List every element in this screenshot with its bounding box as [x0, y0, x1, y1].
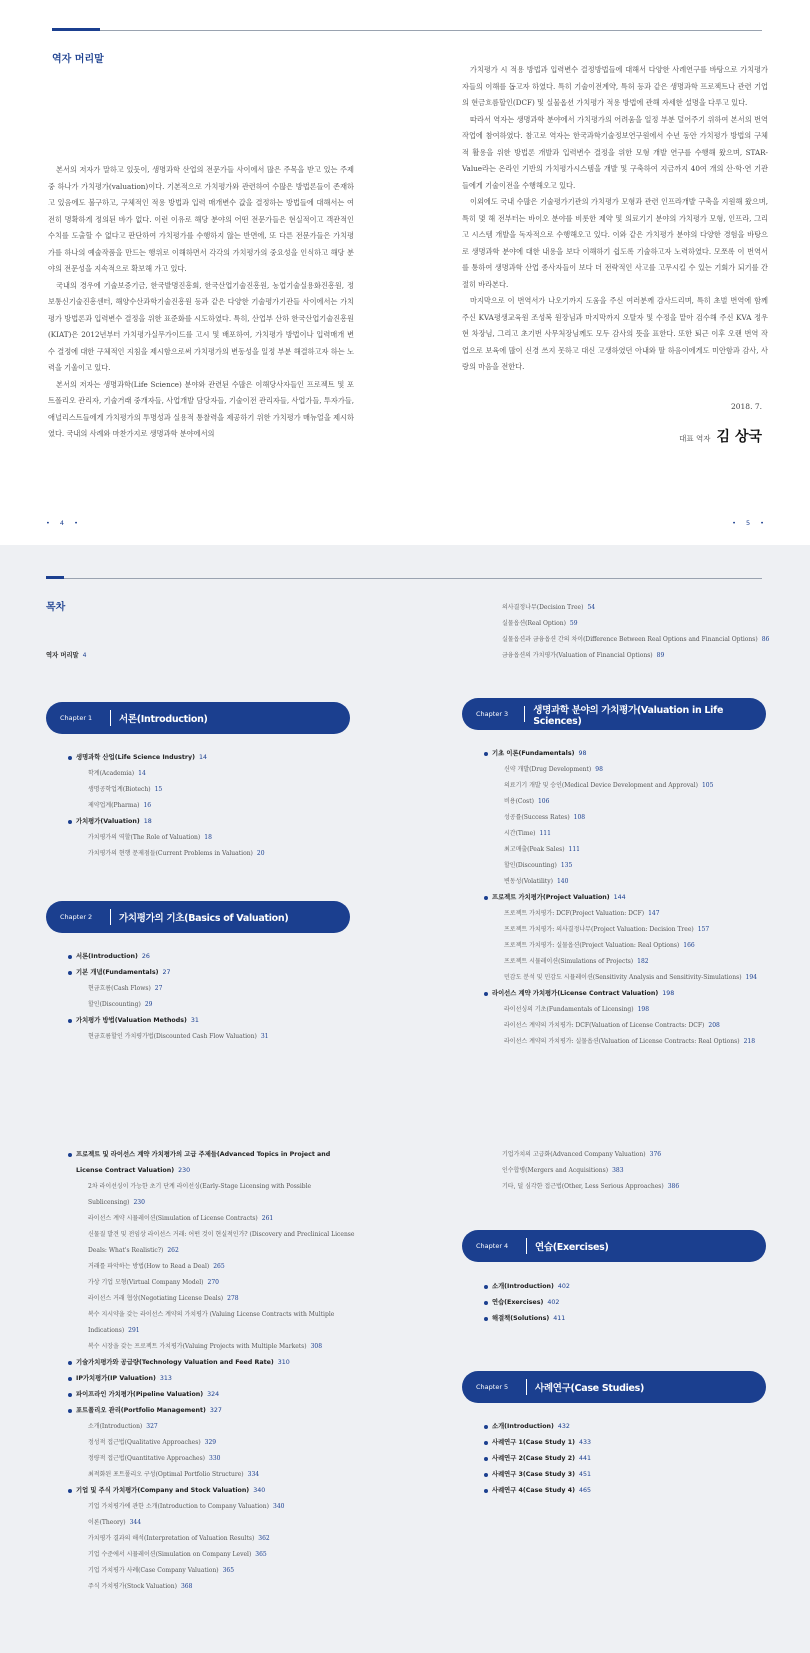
toc-section-entry[interactable]	[76, 1147, 358, 1179]
toc-entry-page: 4	[82, 652, 87, 659]
toc-subsection-entry[interactable]	[76, 1563, 358, 1579]
toc-entry-page: 194	[745, 974, 757, 981]
page-number-right: • 5 •	[732, 519, 768, 527]
chapter-title: 생명과학 분야의 가치평가(Valuation in Life Sciences)	[533, 704, 724, 727]
chapter-3-banner[interactable]	[462, 698, 766, 730]
chapter-2-banner[interactable]	[46, 901, 350, 933]
toc-entry-label: 의사결정나무(Decision Tree)	[502, 604, 584, 611]
toc-subsection-entry[interactable]	[492, 1034, 784, 1050]
toc-subsection-entry[interactable]	[490, 648, 780, 664]
toc-entry-page: 98	[595, 766, 603, 773]
toc-entry-label: 기업 가치평가에 관한 소개(Introduction to Company Valuation)	[88, 1503, 269, 1510]
toc-entry-page: 140	[556, 878, 569, 885]
toc-subsection-entry[interactable]	[492, 954, 784, 970]
toc-entry-page: 310	[277, 1359, 290, 1366]
toc-entry-label: 사례연구 1(Case Study 1)	[492, 1439, 575, 1446]
toc-entry-page: 330	[209, 1455, 221, 1462]
preface-right-column	[462, 62, 768, 376]
preface-title: 역자 머리말	[52, 54, 104, 65]
toc-section-entry[interactable]	[492, 890, 784, 906]
toc-entry-label: 금융옵션의 가치평가(Valuation of Financial Options)	[502, 652, 653, 659]
toc-entry-page: 451	[578, 1471, 591, 1478]
toc-entry-page: 327	[146, 1423, 158, 1430]
toc-entry-label: 실물옵션과 금융옵션 간의 차이(Difference Between Real Options and Financial Options)	[502, 636, 758, 643]
toc-entry-label: 현금흐름할인 가치평가법(Discounted Cash Flow Valuation)	[88, 1033, 257, 1040]
toc-entry-label: 라이선스 거래 협상(Negotiating License Deals)	[88, 1295, 224, 1302]
toc-entry-page: 14	[198, 754, 207, 761]
toc-subsection-entry[interactable]	[76, 1419, 358, 1435]
toc-subsection-entry[interactable]	[76, 830, 356, 846]
toc-entry-page: 111	[568, 846, 580, 853]
toc-entry-label: 거래를 파악하는 방법(How to Read a Deal)	[88, 1263, 210, 1270]
toc-entry-page: 15	[154, 786, 163, 793]
toc-entry-page: 365	[255, 1551, 267, 1558]
chapter-number: Chapter 5	[476, 1383, 509, 1391]
toc-entry-label: 포트폴리오 관리(Portfolio Management)	[76, 1407, 206, 1414]
toc-section-entry[interactable]	[492, 1467, 772, 1483]
advanced-topics-entries	[76, 1147, 358, 1595]
toc-entry-label: 최고매출(Peak Sales)	[504, 846, 565, 853]
toc-subsection-entry[interactable]	[76, 1179, 358, 1211]
preface-paragraph: 따라서 역자는 생명과학 분야에서 가치평가의 어려움을 일정 부분 덜어주기 위하여 본서의 번역 작업에 참여하였다. 참고로 역자는 한국과학기술정보연구원에서 수년 동안 가치평가 방법의 구체적 활용을 위한 방법론 개발과 입력변수 결정을 위한 모형 개발 연구를 수행해 왔으며, STAR-Value라는 온라인 기반의 가치평가시스템을 개발 및 구축하여 지금까지 40여 개의 산·학·연 기관들에게 기술이전을 수행해오고 있다.	[462, 114, 768, 190]
toc-subsection-entry[interactable]	[492, 970, 784, 986]
toc-entry-label: 가치평가 방법(Valuation Methods)	[76, 1017, 187, 1024]
toc-subsection-entry[interactable]	[492, 842, 784, 858]
toc-subsection-entry[interactable]	[76, 1467, 358, 1483]
toc-entry-page: 261	[261, 1215, 274, 1222]
toc-entry-page: 327	[209, 1407, 222, 1414]
toc-entry-label: 의료기기 개발 및 승인(Medical Device Development and Approval)	[504, 782, 698, 789]
toc-subsection-entry[interactable]	[492, 1002, 784, 1018]
toc-entry-label: 가상 기업 모형(Virtual Company Model)	[88, 1279, 204, 1286]
toc-entry-page: 368	[180, 1583, 193, 1590]
chapter-number: Chapter 4	[476, 1242, 509, 1250]
toc-entry-page: 340	[273, 1503, 285, 1510]
toc-entry-label: 가치평가의 역할(The Role of Valuation)	[88, 834, 201, 841]
toc-subsection-entry[interactable]	[492, 858, 784, 874]
chapter-title: 연습(Exercises)	[535, 1242, 609, 1253]
toc-section-entry[interactable]	[76, 949, 356, 965]
toc-entry-page: 383	[612, 1167, 624, 1174]
toc-entry-page: 16	[143, 802, 152, 809]
toc-entry-page: 31	[260, 1033, 269, 1040]
toc-entry-page: 386	[667, 1183, 680, 1190]
toc-entry-page: 20	[256, 850, 265, 857]
toc-section-entry[interactable]	[76, 750, 356, 766]
toc-entry-label: 프로젝트 가치평가: 실물옵션(Project Valuation: Real Options)	[504, 942, 680, 949]
preface-spread	[0, 0, 810, 545]
toc-entry-page: 98	[578, 750, 587, 757]
toc-entry-page: 208	[708, 1022, 720, 1029]
toc-section-entry[interactable]	[76, 814, 356, 830]
toc-entry-label: 신약 개발(Drug Development)	[504, 766, 592, 773]
page-number-left: • 4 •	[46, 519, 82, 527]
preface-date: 2018. 7.	[730, 402, 762, 411]
toc-entry-label: 생명과학 산업(Life Science Industry)	[76, 754, 195, 761]
toc-title: 목차	[46, 602, 66, 613]
toc-subsection-entry[interactable]	[76, 798, 356, 814]
toc-entry-page: 147	[648, 910, 660, 917]
chapter-2-entries	[76, 949, 356, 1045]
toc-entry-page: 27	[162, 969, 171, 976]
toc-entry-page: 465	[578, 1487, 591, 1494]
toc-entry-page: 59	[569, 620, 578, 627]
toc-subsection-entry[interactable]	[76, 1499, 358, 1515]
toc-entry-label: 소개(Introduction)	[492, 1283, 554, 1290]
toc-entry-page: 230	[133, 1199, 145, 1206]
toc-entry-page: 106	[537, 798, 550, 805]
chapter-4-entries	[492, 1279, 772, 1327]
toc-entry-label: 기업 및 주식 가치평가(Company and Stock Valuation)	[76, 1487, 250, 1494]
toc-entry-page: 262	[167, 1247, 179, 1254]
toc-entry-label: IP가치평가(IP Valuation)	[76, 1375, 156, 1382]
toc-subsection-entry[interactable]	[76, 1435, 358, 1451]
toc-entry-label: 라이선싱의 기초(Fundamentals of Licensing)	[504, 1006, 634, 1013]
toc-subsection-entry[interactable]	[492, 906, 784, 922]
toc-entry-page: 376	[649, 1151, 662, 1158]
chapter-title: 사례연구(Case Studies)	[535, 1383, 645, 1394]
toc-entry-page: 86	[761, 636, 770, 643]
toc-entry-label: 시간(Time)	[504, 830, 536, 837]
toc-entry-page: 198	[637, 1006, 650, 1013]
chapter-5-entries	[492, 1419, 772, 1499]
toc-entry-label: 할인(Discounting)	[504, 862, 557, 869]
toc-entry-page: 166	[683, 942, 695, 949]
toc-subsection-entry[interactable]	[490, 600, 780, 616]
toc-subsection-entry[interactable]	[492, 778, 784, 794]
toc-section-entry[interactable]	[492, 1419, 772, 1435]
toc-entry-page: 111	[539, 830, 551, 837]
toc-subsection-entry[interactable]	[492, 1018, 784, 1034]
toc-entry-label: 제약업계(Pharma)	[88, 802, 140, 809]
toc-section-entry[interactable]	[492, 1483, 772, 1499]
toc-subsection-entry[interactable]	[76, 1579, 358, 1595]
toc-entry-page: 54	[587, 604, 596, 611]
toc-entry-label: 역자 머리말	[46, 652, 79, 659]
toc-entry-label: 라이선스 계약 시뮬레이션(Simulation of License Contracts)	[88, 1215, 258, 1222]
toc-entry-label: 파이프라인 가치평가(Pipeline Valuation)	[76, 1391, 204, 1398]
toc-section-entry[interactable]	[76, 1355, 358, 1371]
toc-entry-page: 362	[258, 1535, 270, 1542]
signature-name: 김 상국	[716, 429, 762, 445]
toc-entry-label: 프로젝트 가치평가: DCF(Project Valuation: DCF)	[504, 910, 645, 917]
toc-entry-label: 할인(Discounting)	[88, 1001, 141, 1008]
toc-subsection-entry[interactable]	[490, 1147, 780, 1163]
chapter-1-banner[interactable]	[46, 702, 350, 734]
toc-entry-page: 105	[701, 782, 714, 789]
toc-entry-page: 18	[143, 818, 152, 825]
toc-subsection-entry[interactable]	[492, 874, 784, 890]
chapter-number: Chapter 2	[60, 913, 93, 921]
toc-preface-entry[interactable]	[46, 648, 86, 664]
toc-subsection-entry[interactable]	[490, 616, 780, 632]
toc-entry-page: 441	[578, 1455, 591, 1462]
toc-entry-label: 성공률(Success Rates)	[504, 814, 570, 821]
toc-entry-label: 변동성(Volatility)	[504, 878, 553, 885]
chapter-2-entries-continued	[490, 600, 780, 664]
toc-subsection-entry[interactable]	[76, 1275, 358, 1291]
toc-entry-page: 89	[656, 652, 665, 659]
chapter-divider	[526, 1379, 527, 1395]
preface-paragraph: 국내의 경우에 기술보증기금, 한국발명진흥회, 한국산업기술진흥원, 농업기술실용화진흥원, 정보통신기술진흥센터, 해양수산과학기술진흥원 등과 같은 다양한 기술평가기관들 사이에서는 가치평가 방법론과 입력변수 결정을 위한 표준화를 시도하였다. 특히, 산업부 산하 한국산업기술진흥원(KIAT)은 2012년부터 가치평가실무가이드를 고시 및 배포하여, 가치평가 방법이나 입력매개 변수 결정에 대한 구체적인 지침을 제시함으로써 가치평가의 변동성을 일정 부분 해결하고자 하는 노력을 기울이고 있다.	[48, 280, 354, 372]
toc-subsection-entry[interactable]	[76, 1307, 358, 1339]
chapter-divider	[110, 909, 111, 925]
toc-subsection-entry[interactable]	[492, 794, 784, 810]
toc-entry-page: 324	[207, 1391, 220, 1398]
toc-entry-label: 기업 수준에서 시뮬레이션(Simulation on Company Level)	[88, 1551, 252, 1558]
toc-entry-page: 402	[557, 1283, 570, 1290]
chapter-1-entries	[76, 750, 356, 862]
chapter-divider	[526, 1238, 527, 1254]
toc-entry-label: 라이선스 계약 가치평가(License Contract Valuation)	[492, 990, 659, 997]
toc-entry-page: 308	[310, 1343, 323, 1350]
toc-entry-label: 소개(Introduction)	[88, 1423, 143, 1430]
toc-entry-label: 프로젝트 및 라이선스 계약 가치평가의 고급 주제들(Advanced Topics in Project and License Contract Valuation)	[76, 1151, 331, 1174]
chapter-5-banner[interactable]	[462, 1371, 766, 1403]
toc-entry-label: 현금흐름(Cash Flows)	[88, 985, 151, 992]
toc-entry-label: 최적화된 포트폴리오 구성(Optimal Portfolio Structure)	[88, 1471, 244, 1478]
toc-subsection-entry[interactable]	[76, 782, 356, 798]
toc-entry-page: 198	[662, 990, 675, 997]
toc-subsection-entry[interactable]	[76, 1029, 356, 1045]
toc-entry-label: 정량적 접근법(Quantitative Approaches)	[88, 1455, 206, 1462]
toc-entry-page: 108	[573, 814, 586, 821]
toc-subsection-entry[interactable]	[76, 1515, 358, 1531]
preface-paragraph: 마지막으로 이 번역서가 나오기까지 도움을 주신 여러분께 감사드리며, 특히 초벌 번역에 함께 주신 KVA평생교육원 조성복 원장님과 마지막까지 오탈자 및 수정을 맡아 검수해 주신 KVA 정우현 차장님, 그리고 초기번 사무처장님께도 모두 감사의 뜻을 표한다. 또한 퇴근 이후 오랜 번역 작업으로 보육에 많이 신경 쓰지 못하고 대신 고생하였던 아내와 딸 하음이에게도 미안함과 감사, 사랑의 마음을 전한다.	[462, 296, 768, 371]
toc-entry-label: 복수 지시약을 갖는 라이선스 계약의 가치평가 (Valuing License Contracts with Multiple Indications)	[88, 1311, 335, 1334]
toc-entry-label: 프로젝트 가치평가(Project Valuation)	[492, 894, 610, 901]
toc-header-accent	[46, 576, 64, 579]
toc-entry-page: 182	[637, 958, 649, 965]
toc-subsection-entry[interactable]	[76, 1451, 358, 1467]
toc-subsection-entry[interactable]	[76, 1291, 358, 1307]
toc-section-entry[interactable]	[76, 1013, 356, 1029]
toc-entry-label: 라이선스 계약의 가치평가: DCF(Valuation of License Contracts: DCF)	[504, 1022, 705, 1029]
toc-subsection-entry[interactable]	[76, 997, 356, 1013]
toc-section-entry[interactable]	[492, 746, 784, 762]
preface-left-column	[48, 162, 354, 443]
toc-subsection-entry[interactable]	[492, 762, 784, 778]
toc-entry-label: 기초 이론(Fundamentals)	[492, 750, 575, 757]
header-accent	[52, 28, 100, 31]
toc-entry-label: 사례연구 4(Case Study 4)	[492, 1487, 575, 1494]
toc-entry-label: 기타, 덜 심각한 접근법(Other, Less Serious Approaches)	[502, 1183, 664, 1190]
toc-entry-page: 27	[154, 985, 163, 992]
toc-entry-label: 정성적 접근법(Qualitative Approaches)	[88, 1439, 201, 1446]
toc-entry-label: 이론(Theory)	[88, 1519, 126, 1526]
toc-section-entry[interactable]	[492, 986, 784, 1002]
toc-entry-page: 135	[560, 862, 573, 869]
toc-section-entry[interactable]	[492, 1451, 772, 1467]
toc-subsection-entry[interactable]	[76, 1227, 358, 1259]
toc-section-entry[interactable]	[492, 1279, 772, 1295]
preface-paragraph: 이외에도 국내 수많은 기술평가기관의 가치평가 모형과 관련 인프라개발 구축을 지원해 왔으며, 특히 몇 해 전부터는 바이오 분야를 비롯한 제약 및 의료기기 분야의 가치평가 모형, 인프라, 그리고 시스템 개발을 독자적으로 수행해오고 있다. 이와 같은 가치평가 분야의 다양한 경험을 바탕으로 생명과학 분야에 대한 내용을 보다 이해하기 쉽도록 기술하고자 노력하였다. 모쪼록 이 번역서를 통하여 생명과학 산업 종사자들이 보다 더 전략적인 사고를 고무시킬 수 있는 기회가 되기를 간절히 바라본다.	[462, 197, 768, 289]
header-rule	[52, 30, 762, 31]
chapter-divider	[110, 710, 111, 726]
toc-entry-label: 가치평가의 현행 문제점들(Current Problems in Valuation)	[88, 850, 253, 857]
toc-subsection-entry[interactable]	[76, 981, 356, 997]
toc-entry-label: 기본 개념(Fundamentals)	[76, 969, 159, 976]
toc-subsection-entry[interactable]	[76, 1531, 358, 1547]
toc-entry-label: 실물옵션(Real Option)	[502, 620, 566, 627]
toc-section-entry[interactable]	[76, 1403, 358, 1419]
toc-section-entry[interactable]	[492, 1435, 772, 1451]
preface-paragraph: 본서의 저자가 말하고 있듯이, 생명과학 산업의 전문가들 사이에서 많은 주목을 받고 있는 주제 중 하나가 가치평가(valuation)이다. 기본적으로 가치평가와 관련하여 수많은 방법론들이 존재하고 있음에도 불구하고, 구체적인 적용 방법과 입력 매개변수 값을 결정하는 방법들에 대해서는 여전히 명확하게 정의된 바가 없다. 이런 이유로 해당 분야의 어떤 전문가들은 현실적이고 객관적인 수치를 도출할 수 없다고 판단하여 가치평가를 수행하지 않는 반면에, 또 다른 전문가들은 가치평가를 하나의 예술작품을 만드는 행위로 이해하면서 각각의 가치평가의 중요성을 인식하고 해당 분야의 전문성을 지속적으로 확보해 가고 있다.	[48, 165, 354, 273]
toc-subsection-entry[interactable]	[490, 1179, 780, 1195]
chapter-3-entries	[492, 746, 784, 1050]
toc-entry-page: 334	[247, 1471, 260, 1478]
chapter-number: Chapter 3	[476, 710, 509, 718]
toc-entry-page: 365	[222, 1567, 235, 1574]
toc-entry-label: 사례연구 2(Case Study 2)	[492, 1455, 575, 1462]
toc-entry-page: 313	[159, 1375, 172, 1382]
toc-entry-page: 291	[128, 1327, 140, 1334]
toc-entry-label: 기업가치의 고급화(Advanced Company Valuation)	[502, 1151, 646, 1158]
chapter-title: 가치평가의 기초(Basics of Valuation)	[119, 913, 289, 924]
toc-entry-page: 230	[178, 1167, 191, 1174]
chapter-4-banner[interactable]	[462, 1230, 766, 1262]
toc-entry-label: 인수합병(Mergers and Acquisitions)	[502, 1167, 609, 1174]
chapter-title: 서론(Introduction)	[119, 714, 208, 725]
toc-section-entry[interactable]	[76, 1483, 358, 1499]
toc-subsection-entry[interactable]	[76, 1259, 358, 1275]
advanced-topics-entries-continued	[490, 1147, 780, 1195]
toc-section-entry[interactable]	[76, 1371, 358, 1387]
preface-signature	[679, 426, 762, 446]
toc-header-rule	[46, 578, 762, 579]
toc-entry-page: 31	[190, 1017, 199, 1024]
signature-label: 대표 역자	[679, 434, 711, 443]
preface-paragraph: 본서의 저자는 생명과학(Life Science) 분야와 관련된 수많은 이해당사자들인 프로젝트 및 포트폴리오 관리자, 기술거래 중개자들, 사업개발 담당자들, 기술이전 관리자들, 사업가들, 투자가들, 애널리스트들에게 가치평가의 투명성과 실용적 통찰력을 제공하기 위한 가치평가 매뉴얼을 제시하였다. 국내의 사례와 마찬가지로 생명과학 분야에서의	[48, 379, 354, 438]
toc-entry-label: 프로젝트 시뮬레이션(Simulations of Projects)	[504, 958, 634, 965]
toc-entry-label: 가치평가(Valuation)	[76, 818, 140, 825]
toc-entry-label: 기술가치평가와 공급량(Technology Valuation and Feed Rate)	[76, 1359, 274, 1366]
toc-entry-page: 14	[138, 770, 146, 777]
toc-subsection-entry[interactable]	[76, 846, 356, 862]
toc-entry-page: 18	[204, 834, 212, 841]
toc-entry-label: 학계(Academia)	[88, 770, 135, 777]
toc-entry-label: 민감도 분석 및 민감도 시뮬레이션(Sensitivity Analysis and Sensitivity-Simulations)	[504, 974, 742, 981]
toc-section-entry[interactable]	[76, 1387, 358, 1403]
toc-subsection-entry[interactable]	[490, 632, 780, 648]
toc-subsection-entry[interactable]	[490, 1163, 780, 1179]
toc-entry-page: 411	[553, 1315, 566, 1322]
toc-entry-page: 402	[547, 1299, 560, 1306]
toc-subsection-entry[interactable]	[76, 1547, 358, 1563]
toc-entry-label: 사례연구 3(Case Study 3)	[492, 1471, 575, 1478]
toc-section-entry[interactable]	[492, 1311, 772, 1327]
toc-entry-page: 270	[207, 1279, 219, 1286]
toc-entry-label: 서론(Introduction)	[76, 953, 138, 960]
toc-entry-page: 265	[213, 1263, 225, 1270]
toc-entry-label: 2차 라이선싱이 가능한 초기 단계 라이선싱(Early-Stage Licensing with Possible Sublicensing)	[88, 1183, 312, 1206]
toc-section-entry[interactable]	[492, 1295, 772, 1311]
toc-entry-page: 432	[557, 1423, 570, 1430]
chapter-divider	[524, 706, 525, 722]
toc-entry-page: 218	[743, 1038, 756, 1045]
toc-section-entry[interactable]	[76, 965, 356, 981]
toc-subsection-entry[interactable]	[76, 1211, 358, 1227]
toc-entry-label: 프로젝트 가치평가: 의사결정나무(Project Valuation: Decision Tree)	[504, 926, 694, 933]
toc-subsection-entry[interactable]	[492, 826, 784, 842]
toc-subsection-entry[interactable]	[492, 922, 784, 938]
toc-entry-label: 소개(Introduction)	[492, 1423, 554, 1430]
toc-entry-label: 연습(Exercises)	[492, 1299, 544, 1306]
toc-subsection-entry[interactable]	[76, 766, 356, 782]
toc-entry-label: 생명공학업계(Biotech)	[88, 786, 151, 793]
toc-entry-label: 비용(Cost)	[504, 798, 534, 805]
toc-entry-page: 144	[613, 894, 626, 901]
toc-entry-label: 신물질 발견 및 전임상 라이선스 거래: 어떤 것이 현실적인가? (Discovery and Preclinical License Deals: What's Realistic?)	[88, 1231, 355, 1254]
toc-entry-page: 278	[227, 1295, 239, 1302]
toc-subsection-entry[interactable]	[492, 810, 784, 826]
toc-entry-page: 344	[129, 1519, 142, 1526]
toc-entry-page: 157	[697, 926, 710, 933]
toc-subsection-entry[interactable]	[492, 938, 784, 954]
toc-entry-page: 433	[578, 1439, 591, 1446]
toc-entry-page: 29	[144, 1001, 153, 1008]
toc-entry-label: 기업 가치평가 사례(Case Company Valuation)	[88, 1567, 219, 1574]
preface-paragraph: 가치평가 시 적용 방법과 입력변수 결정방법들에 대해서 다양한 사례연구를 바탕으로 가치평가자들의 이해를 돕고자 하였다. 특히 기술이전계약, 특허 등과 같은 생명과학 프로젝트나 관련 기업의 현금흐름할인(DCF) 및 실물옵션 가치평가 적용 방법에 관해 자세한 설명을 다루고 있다.	[462, 65, 768, 107]
toc-entry-label: 주식 가치평가(Stock Valuation)	[88, 1583, 177, 1590]
toc-entry-label: 복수 시장을 갖는 프로젝트 가치평가(Valuing Projects with Multiple Markets)	[88, 1343, 307, 1350]
toc-entry-label: 해결책(Solutions)	[492, 1315, 550, 1322]
toc-entry-label: 가치평가 결과의 해석(Interpretation of Valuation Results)	[88, 1535, 255, 1542]
toc-entry-page: 329	[204, 1439, 217, 1446]
toc-entry-page: 26	[141, 953, 150, 960]
toc-entry-label: 라이선스 계약의 가치평가: 실물옵션(Valuation of License Contracts: Real Options)	[504, 1038, 740, 1045]
toc-entry-page: 340	[253, 1487, 266, 1494]
toc-subsection-entry[interactable]	[76, 1339, 358, 1355]
chapter-number: Chapter 1	[60, 714, 93, 722]
